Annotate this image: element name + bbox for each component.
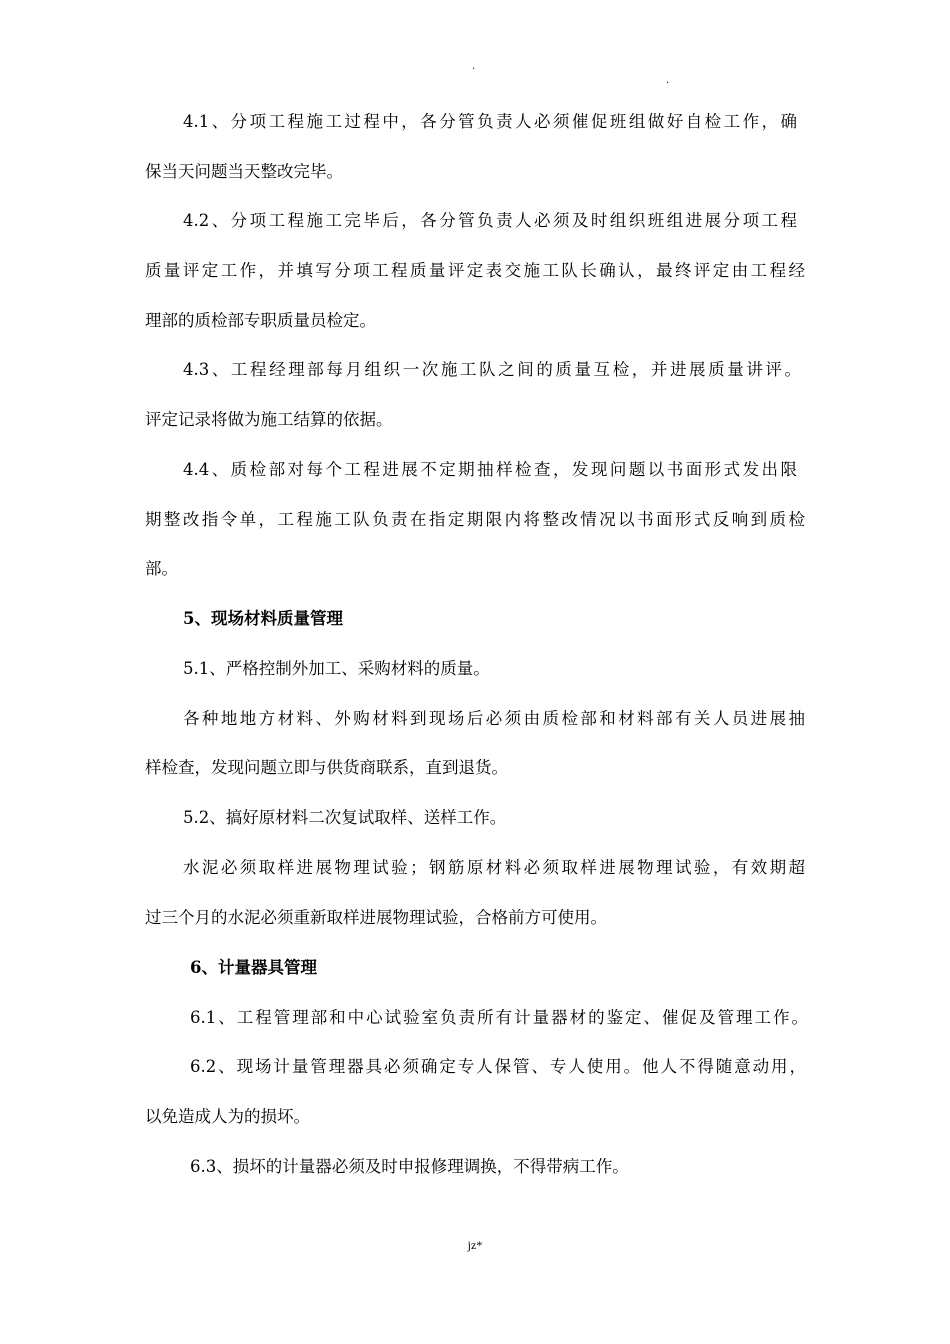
paragraph-6-2-line-1: 6.2、现场计量管理器具必须确定专人保管、专人使用。他人不得随意动用，: [190, 1057, 806, 1076]
paragraph-5-2-line-1: 5.2、搞好原材料二次复试取样、送样工作。: [183, 808, 507, 827]
header-mark: .: [472, 61, 476, 72]
header-mark: .: [666, 75, 670, 86]
paragraph-4-4-line-1: 4.4、质检部对每个工程进展不定期抽样检查，发现问题以书面形式发出限: [183, 460, 797, 479]
paragraph-5-1-line-1: 5.1、严格控制外加工、采购材料的质量。: [183, 659, 490, 678]
paragraph-5-1-detail-line-2: 样检查，发现问题立即与供货商联系，直到退货。: [145, 758, 508, 777]
section-heading-5: 5、现场材料质量管理: [183, 609, 343, 628]
paragraph-6-3-line-1: 6.3、损坏的计量器必须及时申报修理调换，不得带病工作。: [190, 1157, 629, 1176]
section-heading-6: 6、计量器具管理: [190, 958, 317, 977]
paragraph-4-2-line-1: 4.2、分项工程施工完毕后，各分管负责人必须及时组织班组进展分项工程: [183, 211, 797, 230]
paragraph-4-1-line-2: 保当天问题当天整改完毕。: [145, 162, 343, 181]
paragraph-6-1-line-1: 6.1、工程管理部和中心试验室负责所有计量器材的鉴定、催促及管理工作。: [190, 1008, 808, 1027]
paragraph-5-1-detail-line-1: 各种地地方材料、外购材料到现场后必须由质检部和材料部有关人员进展抽: [183, 709, 805, 728]
paragraph-4-3-line-1: 4.3、工程经理部每月组织一次施工队之间的质量互检，并进展质量讲评。: [183, 360, 801, 379]
paragraph-5-2-detail-line-2: 过三个月的水泥必须重新取样进展物理试验，合格前方可使用。: [145, 908, 607, 927]
paragraph-4-4-line-2: 期整改指令单，工程施工队负责在指定期限内将整改情况以书面形式反响到质检: [145, 510, 805, 529]
paragraph-5-2-detail-line-1: 水泥必须取样进展物理试验；钢筋原材料必须取样进展物理试验，有效期超: [183, 858, 805, 877]
paragraph-4-1-line-1: 4.1、分项工程施工过程中，各分管负责人必须催促班组做好自检工作，确: [183, 112, 797, 131]
paragraph-4-4-line-3: 部。: [145, 559, 178, 578]
paragraph-4-2-line-2: 质量评定工作，并填写分项工程质量评定表交施工队长确认，最终评定由工程经: [145, 261, 805, 280]
paragraph-4-3-line-2: 评定记录将做为施工结算的依据。: [145, 410, 393, 429]
paragraph-6-2-line-2: 以免造成人为的损坏。: [145, 1107, 310, 1126]
paragraph-4-2-line-3: 理部的质检部专职质量员检定。: [145, 311, 376, 330]
page-footer: jz*: [467, 1238, 483, 1252]
